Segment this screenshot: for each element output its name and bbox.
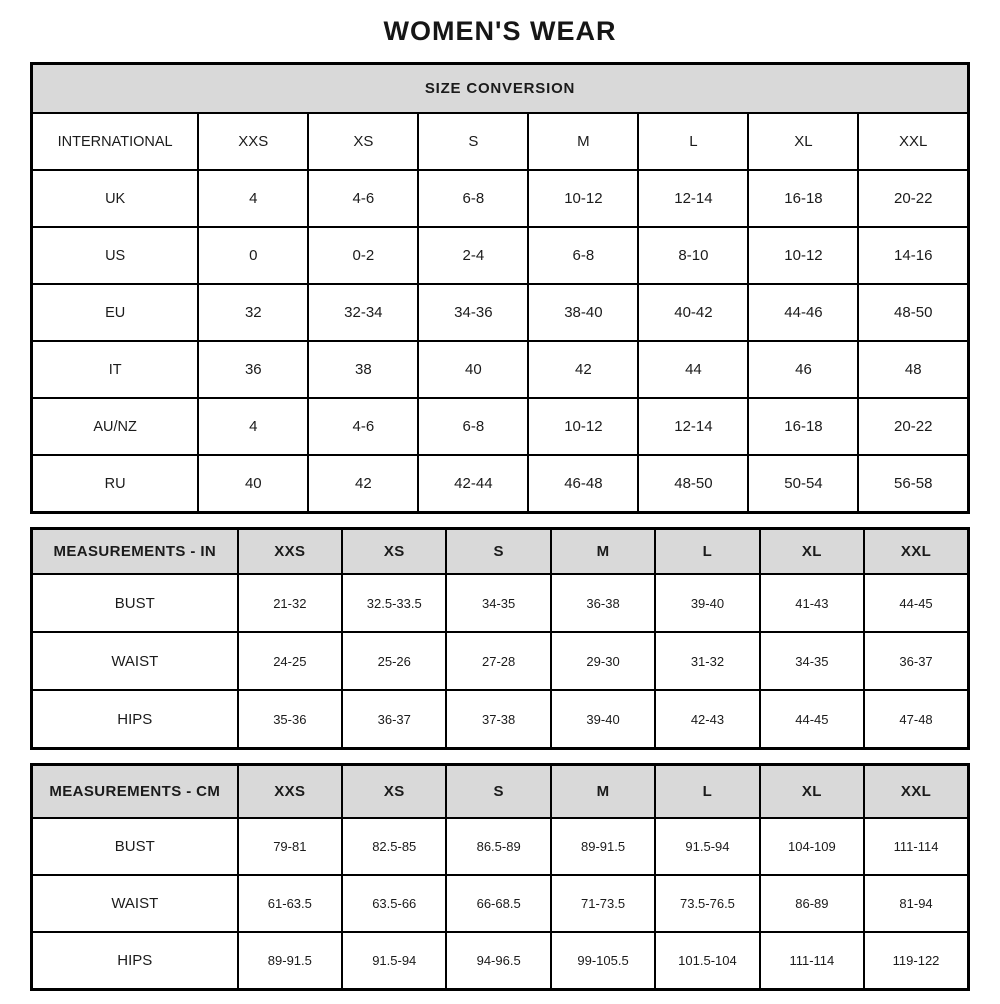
measurement-value-cell: 29-30 <box>551 632 655 690</box>
measurement-value-cell: 21-32 <box>238 574 342 632</box>
measurement-row-label: BUST <box>32 818 238 875</box>
size-conversion-head <box>32 64 969 114</box>
measurement-row-label: WAIST <box>32 875 238 932</box>
size-column-header: S <box>446 765 550 819</box>
region-row-label: UK <box>32 170 199 227</box>
page-title: WOMEN'S WEAR <box>383 16 617 46</box>
table-row <box>32 529 969 575</box>
size-value-cell: 42 <box>528 341 638 398</box>
size-column-header: S <box>446 529 550 575</box>
size-value-cell: 2-4 <box>418 227 528 284</box>
size-value-cell: 20-22 <box>858 170 968 227</box>
measurements-cm-head <box>32 765 969 819</box>
size-column-header: XXL <box>864 765 968 819</box>
size-value-cell: 14-16 <box>858 227 968 284</box>
size-value-cell: 40 <box>198 455 308 513</box>
size-value-cell: 38 <box>308 341 418 398</box>
size-column-header: XXS <box>198 113 308 170</box>
size-value-cell: 50-54 <box>748 455 858 513</box>
measurements-in-table <box>30 527 970 750</box>
measurement-value-cell: 101.5-104 <box>655 932 759 990</box>
table-row <box>32 227 969 284</box>
international-label: INTERNATIONAL <box>32 113 199 170</box>
size-value-cell: 48-50 <box>858 284 968 341</box>
measurement-value-cell: 34-35 <box>446 574 550 632</box>
size-value-cell: 6-8 <box>418 398 528 455</box>
measurement-value-cell: 36-37 <box>864 632 968 690</box>
table-row <box>32 932 969 990</box>
size-column-header: XXS <box>238 529 342 575</box>
size-column-header: L <box>655 765 759 819</box>
region-row-label: RU <box>32 455 199 513</box>
measurements-in-body <box>32 574 969 749</box>
size-value-cell: 12-14 <box>638 170 748 227</box>
measurements-cm-body <box>32 818 969 990</box>
measurements-header: MEASUREMENTS - CM <box>32 765 238 819</box>
size-conversion-header: SIZE CONVERSION <box>32 64 969 114</box>
measurement-value-cell: 61-63.5 <box>238 875 342 932</box>
size-value-cell: 40 <box>418 341 528 398</box>
measurement-value-cell: 42-43 <box>655 690 759 749</box>
size-conversion-table <box>30 62 970 514</box>
measurement-value-cell: 35-36 <box>238 690 342 749</box>
table-row <box>32 113 969 170</box>
size-column-header: XS <box>308 113 418 170</box>
measurements-cm-table <box>30 763 970 991</box>
table-row <box>32 398 969 455</box>
region-row-label: EU <box>32 284 199 341</box>
measurement-value-cell: 34-35 <box>760 632 864 690</box>
measurement-value-cell: 47-48 <box>864 690 968 749</box>
size-column-header: M <box>551 529 655 575</box>
size-value-cell: 0 <box>198 227 308 284</box>
measurement-value-cell: 104-109 <box>760 818 864 875</box>
size-value-cell: 6-8 <box>418 170 528 227</box>
measurement-value-cell: 27-28 <box>446 632 550 690</box>
size-column-header: L <box>638 113 748 170</box>
size-value-cell: 42-44 <box>418 455 528 513</box>
measurement-value-cell: 44-45 <box>864 574 968 632</box>
measurement-value-cell: 82.5-85 <box>342 818 446 875</box>
size-value-cell: 12-14 <box>638 398 748 455</box>
measurement-value-cell: 86-89 <box>760 875 864 932</box>
size-column-header: M <box>551 765 655 819</box>
size-value-cell: 38-40 <box>528 284 638 341</box>
size-value-cell: 56-58 <box>858 455 968 513</box>
measurement-value-cell: 73.5-76.5 <box>655 875 759 932</box>
table-row <box>32 818 969 875</box>
size-value-cell: 4 <box>198 398 308 455</box>
measurement-row-label: WAIST <box>32 632 238 690</box>
size-value-cell: 48-50 <box>638 455 748 513</box>
measurement-value-cell: 86.5-89 <box>446 818 550 875</box>
size-column-header: L <box>655 529 759 575</box>
measurements-in-head <box>32 529 969 575</box>
size-column-header: XL <box>748 113 858 170</box>
measurement-value-cell: 63.5-66 <box>342 875 446 932</box>
size-value-cell: 32-34 <box>308 284 418 341</box>
measurement-value-cell: 44-45 <box>760 690 864 749</box>
measurement-value-cell: 91.5-94 <box>655 818 759 875</box>
size-value-cell: 46 <box>748 341 858 398</box>
table-row <box>32 170 969 227</box>
measurement-value-cell: 111-114 <box>864 818 968 875</box>
size-column-header: M <box>528 113 638 170</box>
measurement-value-cell: 94-96.5 <box>446 932 550 990</box>
size-value-cell: 10-12 <box>528 170 638 227</box>
table-row <box>32 341 969 398</box>
measurements-header: MEASUREMENTS - IN <box>32 529 238 575</box>
size-value-cell: 4-6 <box>308 170 418 227</box>
measurement-value-cell: 91.5-94 <box>342 932 446 990</box>
table-row <box>32 632 969 690</box>
size-value-cell: 10-12 <box>748 227 858 284</box>
measurement-value-cell: 119-122 <box>864 932 968 990</box>
measurement-value-cell: 71-73.5 <box>551 875 655 932</box>
measurement-value-cell: 32.5-33.5 <box>342 574 446 632</box>
size-value-cell: 16-18 <box>748 398 858 455</box>
measurement-value-cell: 66-68.5 <box>446 875 550 932</box>
region-row-label: IT <box>32 341 199 398</box>
size-value-cell: 16-18 <box>748 170 858 227</box>
table-row <box>32 690 969 749</box>
measurement-value-cell: 41-43 <box>760 574 864 632</box>
measurement-value-cell: 36-38 <box>551 574 655 632</box>
region-row-label: AU/NZ <box>32 398 199 455</box>
size-value-cell: 46-48 <box>528 455 638 513</box>
size-value-cell: 8-10 <box>638 227 748 284</box>
size-value-cell: 42 <box>308 455 418 513</box>
table-row <box>32 765 969 819</box>
measurement-value-cell: 81-94 <box>864 875 968 932</box>
size-value-cell: 20-22 <box>858 398 968 455</box>
size-column-header: S <box>418 113 528 170</box>
size-column-header: XXL <box>864 529 968 575</box>
measurement-value-cell: 25-26 <box>342 632 446 690</box>
table-row <box>32 455 969 513</box>
size-value-cell: 40-42 <box>638 284 748 341</box>
measurement-value-cell: 79-81 <box>238 818 342 875</box>
measurement-value-cell: 99-105.5 <box>551 932 655 990</box>
measurement-row-label: HIPS <box>32 932 238 990</box>
size-conversion-body <box>32 113 969 513</box>
size-value-cell: 44-46 <box>748 284 858 341</box>
size-value-cell: 44 <box>638 341 748 398</box>
table-row <box>32 64 969 114</box>
size-column-header: XS <box>342 765 446 819</box>
size-value-cell: 6-8 <box>528 227 638 284</box>
measurement-value-cell: 36-37 <box>342 690 446 749</box>
table-row <box>32 875 969 932</box>
size-value-cell: 34-36 <box>418 284 528 341</box>
measurement-row-label: BUST <box>32 574 238 632</box>
size-column-header: XL <box>760 529 864 575</box>
region-row-label: US <box>32 227 199 284</box>
size-value-cell: 0-2 <box>308 227 418 284</box>
measurement-value-cell: 39-40 <box>551 690 655 749</box>
size-column-header: XXS <box>238 765 342 819</box>
table-row <box>32 284 969 341</box>
measurement-value-cell: 24-25 <box>238 632 342 690</box>
measurement-row-label: HIPS <box>32 690 238 749</box>
size-value-cell: 4-6 <box>308 398 418 455</box>
measurement-value-cell: 39-40 <box>655 574 759 632</box>
measurement-value-cell: 31-32 <box>655 632 759 690</box>
size-value-cell: 4 <box>198 170 308 227</box>
measurement-value-cell: 111-114 <box>760 932 864 990</box>
measurement-value-cell: 37-38 <box>446 690 550 749</box>
size-value-cell: 36 <box>198 341 308 398</box>
table-row <box>32 574 969 632</box>
size-column-header: XS <box>342 529 446 575</box>
measurement-value-cell: 89-91.5 <box>551 818 655 875</box>
size-value-cell: 32 <box>198 284 308 341</box>
measurement-value-cell: 89-91.5 <box>238 932 342 990</box>
size-value-cell: 48 <box>858 341 968 398</box>
size-value-cell: 10-12 <box>528 398 638 455</box>
size-column-header: XXL <box>858 113 968 170</box>
size-chart-page <box>30 0 970 991</box>
size-column-header: XL <box>760 765 864 819</box>
